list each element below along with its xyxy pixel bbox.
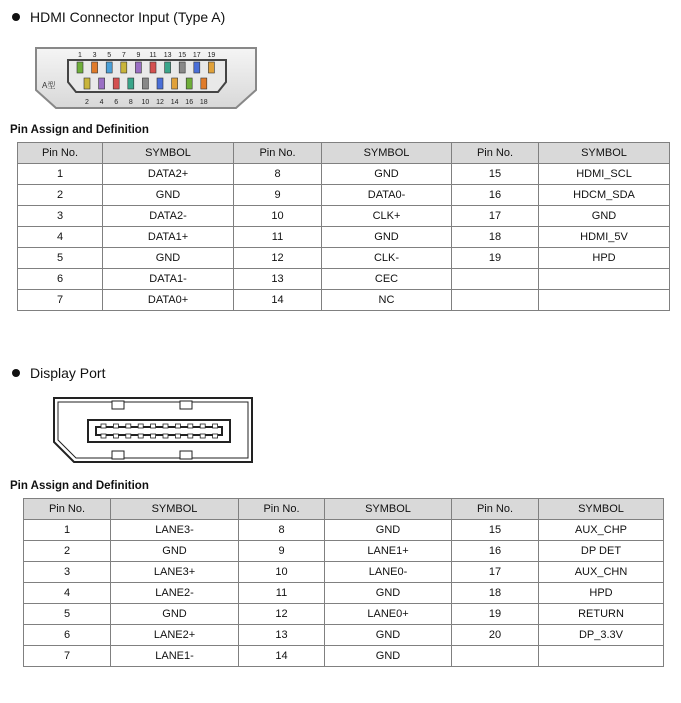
- pin-number-cell: 6: [24, 625, 111, 646]
- pin-number-cell: 5: [24, 604, 111, 625]
- symbol-cell: HDMI_5V: [539, 227, 670, 248]
- pin-number-cell: 17: [452, 206, 539, 227]
- symbol-header: SYMBOL: [539, 143, 670, 164]
- bullet-icon: [12, 13, 20, 21]
- hdmi-pin: [113, 78, 119, 89]
- hdmi-pin: [194, 62, 200, 73]
- hdmi-pin: [106, 62, 112, 73]
- pin-number-cell: 18: [452, 583, 539, 604]
- table-row: [18, 269, 670, 290]
- hdmi-pin-number-label: 11: [149, 52, 157, 59]
- pin-number-cell: 5: [18, 248, 103, 269]
- dp-pin-bottom: [163, 434, 168, 438]
- pin-no-header: Pin No.: [239, 499, 325, 520]
- pin-number-cell: 1: [24, 520, 111, 541]
- pin-number-cell: 17: [452, 562, 539, 583]
- symbol-cell: NC: [322, 290, 452, 311]
- symbol-cell: GND: [325, 646, 452, 667]
- hdmi-pin: [186, 78, 192, 89]
- hdmi-type-label: A型: [42, 81, 56, 90]
- pin-number-cell: 19: [452, 248, 539, 269]
- pin-number-cell: 10: [234, 206, 322, 227]
- hdmi-pin-number-label: 6: [114, 99, 119, 106]
- symbol-cell: LANE0-: [325, 562, 452, 583]
- pin-number-cell: 16: [452, 541, 539, 562]
- table-row: [18, 227, 670, 248]
- hdmi-pin-number-label: 5: [107, 52, 112, 59]
- pin-number-cell: 11: [239, 583, 325, 604]
- symbol-cell: GND: [325, 583, 452, 604]
- hdmi-pin: [121, 62, 127, 73]
- pin-number-cell: 6: [18, 269, 103, 290]
- symbol-cell: HPD: [539, 583, 664, 604]
- hdmi-pin: [99, 78, 105, 89]
- symbol-cell: DP DET: [539, 541, 664, 562]
- symbol-cell: LANE3-: [111, 520, 239, 541]
- hdmi-pin-number-label: 19: [207, 52, 216, 59]
- symbol-cell: AUX_CHP: [539, 520, 664, 541]
- pin-number-cell: 4: [24, 583, 111, 604]
- symbol-cell: HPD: [539, 248, 670, 269]
- table-row: [24, 604, 664, 625]
- pin-number-cell: 1: [18, 164, 103, 185]
- hdmi-table-header: [18, 143, 670, 164]
- symbol-cell: DATA2-: [103, 206, 234, 227]
- displayport-connector-diagram: [52, 396, 254, 464]
- table-row: [24, 625, 664, 646]
- symbol-cell: DATA2+: [103, 164, 234, 185]
- dp-subtitle: Pin Assign and Definition: [10, 480, 149, 492]
- hdmi-pin-number-label: 2: [85, 99, 89, 106]
- hdmi-pin-number-label: 10: [141, 99, 150, 106]
- symbol-cell: DP_3.3V: [539, 625, 664, 646]
- pin-no-header: Pin No.: [452, 143, 539, 164]
- symbol-cell: GND: [322, 227, 452, 248]
- dp-table-header: [24, 499, 664, 520]
- symbol-cell: GND: [111, 541, 239, 562]
- pin-number-cell: 12: [234, 248, 322, 269]
- symbol-cell: DATA0+: [103, 290, 234, 311]
- pin-number-cell: 2: [24, 541, 111, 562]
- symbol-cell: RETURN: [539, 604, 664, 625]
- symbol-cell: DATA0-: [322, 185, 452, 206]
- dp-latch-top-left: [112, 401, 124, 409]
- pin-number-cell: 15: [452, 164, 539, 185]
- dp-pin-bottom: [200, 434, 205, 438]
- dp-latch-bottom-right: [180, 451, 192, 459]
- symbol-header: SYMBOL: [111, 499, 239, 520]
- symbol-cell: CLK+: [322, 206, 452, 227]
- table-row: [18, 185, 670, 206]
- dp-pin-table: [23, 498, 664, 667]
- symbol-cell: LANE2+: [111, 625, 239, 646]
- hdmi-title-text: HDMI Connector Input (Type A): [30, 9, 226, 25]
- symbol-cell: GND: [103, 248, 234, 269]
- dp-pin-bottom: [126, 434, 131, 438]
- pin-number-cell: 10: [239, 562, 325, 583]
- dp-pin-top: [163, 424, 168, 428]
- pin-number-cell: 2: [18, 185, 103, 206]
- dp-section-title: [12, 365, 105, 381]
- symbol-cell: [539, 269, 670, 290]
- pin-number-cell: 14: [234, 290, 322, 311]
- hdmi-pin: [150, 62, 156, 73]
- symbol-cell: CEC: [322, 269, 452, 290]
- pin-number-cell: 4: [18, 227, 103, 248]
- hdmi-pin-number-label: 7: [121, 52, 126, 59]
- hdmi-pin-number-label: 12: [156, 99, 164, 106]
- symbol-header: SYMBOL: [103, 143, 234, 164]
- dp-pin-bottom: [175, 434, 180, 438]
- pin-number-cell: 15: [452, 520, 539, 541]
- hdmi-pin-number-label: 9: [136, 52, 141, 59]
- pin-number-cell: 3: [18, 206, 103, 227]
- hdmi-pin-number-label: 18: [199, 99, 208, 106]
- hdmi-pin: [84, 78, 90, 89]
- dp-pin-bottom: [188, 434, 193, 438]
- hdmi-pin: [142, 78, 148, 89]
- pin-number-cell: 7: [24, 646, 111, 667]
- symbol-cell: [539, 290, 670, 311]
- table-row: [18, 164, 670, 185]
- hdmi-pin: [157, 78, 163, 89]
- symbol-cell: HDCM_SDA: [539, 185, 670, 206]
- symbol-cell: LANE1-: [111, 646, 239, 667]
- hdmi-pin-number-label: 16: [185, 99, 194, 106]
- dp-pin-bottom: [101, 434, 106, 438]
- dp-pin-top: [151, 424, 156, 428]
- dp-pin-top: [200, 424, 205, 428]
- dp-pin-top: [213, 424, 218, 428]
- symbol-cell: LANE1+: [325, 541, 452, 562]
- pin-number-cell: 18: [452, 227, 539, 248]
- pin-no-header: Pin No.: [234, 143, 322, 164]
- table-row: [24, 646, 664, 667]
- hdmi-pin-number-label: 3: [92, 52, 97, 59]
- symbol-cell: LANE0+: [325, 604, 452, 625]
- symbol-cell: GND: [111, 604, 239, 625]
- table-row: [18, 248, 670, 269]
- symbol-cell: GND: [325, 625, 452, 646]
- dp-pin-top: [175, 424, 180, 428]
- symbol-cell: LANE2-: [111, 583, 239, 604]
- pin-number-cell: 13: [239, 625, 325, 646]
- dp-pin-top: [126, 424, 131, 428]
- dp-pin-bottom: [151, 434, 156, 438]
- pin-no-header: Pin No.: [18, 143, 103, 164]
- pin-number-cell: [452, 269, 539, 290]
- table-row: [24, 583, 664, 604]
- symbol-header: SYMBOL: [325, 499, 452, 520]
- pin-number-cell: 14: [239, 646, 325, 667]
- bullet-icon: [12, 369, 20, 377]
- pin-number-cell: 11: [234, 227, 322, 248]
- symbol-cell: GND: [103, 185, 234, 206]
- table-row: [24, 562, 664, 583]
- hdmi-connector-diagram: [30, 42, 262, 114]
- pin-number-cell: 8: [239, 520, 325, 541]
- pin-number-cell: [452, 646, 539, 667]
- symbol-cell: GND: [539, 206, 670, 227]
- hdmi-pin: [128, 78, 134, 89]
- table-row: [24, 520, 664, 541]
- hdmi-pin-number-label: 13: [163, 52, 172, 59]
- symbol-cell: DATA1+: [103, 227, 234, 248]
- hdmi-pin: [165, 62, 171, 73]
- dp-latch-bottom-left: [112, 451, 124, 459]
- symbol-cell: HDMI_SCL: [539, 164, 670, 185]
- pin-number-cell: 9: [239, 541, 325, 562]
- hdmi-pin-number-label: 14: [170, 99, 179, 106]
- symbol-cell: DATA1-: [103, 269, 234, 290]
- pin-number-cell: 16: [452, 185, 539, 206]
- pin-no-header: Pin No.: [452, 499, 539, 520]
- symbol-header: SYMBOL: [539, 499, 664, 520]
- pin-no-header: Pin No.: [24, 499, 111, 520]
- dp-pin-top: [138, 424, 143, 428]
- hdmi-pin-number-label: 8: [128, 99, 133, 106]
- pin-number-cell: 19: [452, 604, 539, 625]
- symbol-cell: GND: [325, 520, 452, 541]
- dp-pin-top: [113, 424, 118, 428]
- hdmi-pin: [201, 78, 207, 89]
- symbol-cell: [539, 646, 664, 667]
- hdmi-subtitle: Pin Assign and Definition: [10, 124, 149, 136]
- pin-number-cell: 9: [234, 185, 322, 206]
- pin-number-cell: 8: [234, 164, 322, 185]
- hdmi-pin-number-label: 17: [192, 52, 201, 59]
- pin-number-cell: 13: [234, 269, 322, 290]
- hdmi-pin-number-label: 1: [78, 52, 82, 59]
- hdmi-pin: [179, 62, 185, 73]
- dp-pin-bottom: [113, 434, 118, 438]
- hdmi-pin: [92, 62, 98, 73]
- hdmi-pin: [77, 62, 83, 73]
- pin-number-cell: 7: [18, 290, 103, 311]
- hdmi-pin: [208, 62, 214, 73]
- symbol-header: SYMBOL: [322, 143, 452, 164]
- dp-title-text: Display Port: [30, 365, 106, 381]
- hdmi-pin-number-label: 15: [178, 52, 187, 59]
- symbol-cell: GND: [322, 164, 452, 185]
- dp-pin-top: [188, 424, 193, 428]
- hdmi-pin-number-label: 4: [99, 99, 104, 106]
- table-row: [18, 206, 670, 227]
- table-row: [18, 290, 670, 311]
- table-row: [24, 541, 664, 562]
- pin-number-cell: 12: [239, 604, 325, 625]
- symbol-cell: LANE3+: [111, 562, 239, 583]
- hdmi-pin: [172, 78, 178, 89]
- dp-pin-bottom: [138, 434, 143, 438]
- dp-pin-bottom: [213, 434, 218, 438]
- symbol-cell: AUX_CHN: [539, 562, 664, 583]
- pin-number-cell: [452, 290, 539, 311]
- symbol-cell: CLK-: [322, 248, 452, 269]
- pin-number-cell: 3: [24, 562, 111, 583]
- hdmi-pin-table: [17, 142, 670, 311]
- pin-number-cell: 20: [452, 625, 539, 646]
- dp-latch-top-right: [180, 401, 192, 409]
- hdmi-pin: [135, 62, 141, 73]
- hdmi-section-title: [12, 9, 225, 25]
- dp-pin-top: [101, 424, 106, 428]
